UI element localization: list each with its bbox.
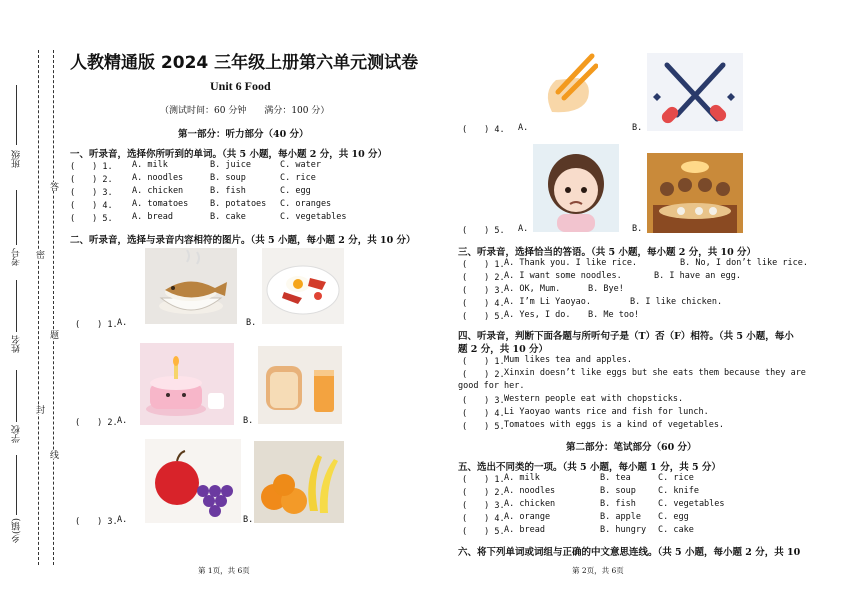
sec3-q5-option-b[interactable]: B. Me too! <box>588 310 640 320</box>
sec3-q1-option-b[interactable]: B. No, I don’t like rice. <box>680 258 808 268</box>
sec3-q5-option-a[interactable]: A. Yes, I do. <box>504 310 571 320</box>
sec1-q4-option-c[interactable]: C. oranges <box>280 199 332 209</box>
page-footer-right: 第 2页，共 6页 <box>572 566 624 575</box>
sec5-q5-option-c[interactable]: C. cake <box>658 525 694 535</box>
binding-town-field[interactable] <box>16 455 17 515</box>
sec1-q1-option-c[interactable]: C. water <box>280 160 321 170</box>
sec1-q3-option-c[interactable]: C. egg <box>280 186 311 196</box>
part2-title: 第二部分：笔试部分（60 分） <box>566 442 697 453</box>
picture-chopsticks[interactable] <box>538 52 598 118</box>
sec5-q2-option-b[interactable]: B. soup <box>600 486 636 496</box>
sec1-q5-option-b[interactable]: B. cake <box>210 212 246 222</box>
sec5-q1-option-a[interactable]: A. milk <box>504 473 540 483</box>
sec5-q5-option-b[interactable]: B. hungry <box>600 525 647 535</box>
sec4-title-line2: 题 2 分，共 10 分） <box>458 344 549 355</box>
sec2-q4-option-b[interactable]: B. <box>632 123 643 133</box>
picture-birthday-cake[interactable] <box>140 343 234 425</box>
sec3-q1-option-a[interactable]: A. Thank you. I like rice. <box>504 258 638 268</box>
sec5-q3-option-b[interactable]: B. fish <box>600 499 636 509</box>
sec2-q1-option-b[interactable]: B. <box>246 318 257 328</box>
sec5-q3-option-a[interactable]: A. chicken <box>504 499 556 509</box>
sec1-q3-option-b[interactable]: B. fish <box>210 186 246 196</box>
sec1-q1-option-a[interactable]: A. milk <box>132 160 168 170</box>
sec1-q3-option-a[interactable]: A. chicken <box>132 186 184 196</box>
binding-school-field[interactable] <box>16 370 17 422</box>
sec1-q4-option-a[interactable]: A. tomatoes <box>132 199 189 209</box>
sec2-q5-option-a[interactable]: A. <box>518 224 529 234</box>
sec3-q4-option-a[interactable]: A. I’m Li Yaoyao. <box>504 297 591 307</box>
picture-oranges-bananas[interactable] <box>254 441 344 523</box>
exam-title: 人教精通版 2024 三年级上册第六单元测试卷 <box>70 53 419 73</box>
sec1-q5-option-a[interactable]: A. bread <box>132 212 173 222</box>
sec3-q3-option-a[interactable]: A. OK, Mum. <box>504 284 561 294</box>
sec5-title: 五、选出不同类的一项。（共 5 小题，每小题 1 分，共 5 分） <box>458 462 721 473</box>
sec1-q2-option-c[interactable]: C. rice <box>280 173 316 183</box>
picture-apple-grapes[interactable] <box>145 439 241 523</box>
sec1-q1-option-b[interactable]: B. juice <box>210 160 251 170</box>
sec5-q4-option-c[interactable]: C. egg <box>658 512 689 522</box>
sec5-q2-option-a[interactable]: A. noodles <box>504 486 556 496</box>
sec5-q1-option-b[interactable]: B. tea <box>600 473 631 483</box>
sec2-q4-option-a[interactable]: A. <box>518 123 529 133</box>
picture-fish-rice[interactable] <box>145 248 237 324</box>
sec2-q2-option-b[interactable]: B. <box>243 416 254 426</box>
page-footer-left: 第 1页，共 6页 <box>198 566 250 575</box>
sec5-q1-option-c[interactable]: C. rice <box>658 473 694 483</box>
binding-marker-da: 答 <box>48 182 58 191</box>
sec1-q4-option-b[interactable]: B. potatoes <box>210 199 267 209</box>
binding-town-label: 乡(镇) <box>12 518 22 544</box>
sec2-q5-option-b[interactable]: B. <box>632 224 643 234</box>
sec3-q2-option-a[interactable]: A. I want some noodles. <box>504 271 622 281</box>
binding-examno-field[interactable] <box>16 190 17 245</box>
binding-marker-feng: 封 <box>34 405 44 414</box>
binding-class-label: 班级 <box>12 150 22 168</box>
sec1-q2-option-a[interactable]: A. noodles <box>132 173 184 183</box>
unit-title: Unit 6 Food <box>210 79 271 93</box>
sec4-title-line1: 四、听录音，判断下面各题与所听句子是（T）否（F）相符。（共 5 小题，每小 <box>458 331 794 342</box>
binding-name-field[interactable] <box>16 280 17 332</box>
sec2-q3-option-a[interactable]: A. <box>117 515 128 525</box>
binding-marker-xian: 线 <box>48 450 58 459</box>
sec3-title: 三、听录音，选择恰当的答语。（共 5 小题，每小题 2 分，共 10 分） <box>458 247 757 258</box>
binding-class-field[interactable] <box>16 85 17 145</box>
binding-margin <box>0 0 62 607</box>
part1-title: 第一部分：听力部分（40 分） <box>178 129 309 140</box>
sec5-q2-option-c[interactable]: C. knife <box>658 486 699 496</box>
sec3-q3-option-b[interactable]: B. Bye! <box>588 284 624 294</box>
sec6-title: 六、将下列单词或词组与正确的中文意思连线。（共 5 小题，每小题 2 分，共 10 <box>458 547 801 558</box>
sec2-q3-option-b[interactable]: B. <box>243 515 254 525</box>
binding-name-label: 姓名 <box>12 335 22 353</box>
sec2-q1-option-a[interactable]: A. <box>117 318 128 328</box>
picture-sad-girl[interactable] <box>533 144 619 232</box>
binding-line-outer <box>38 50 39 565</box>
binding-school-label: 学校 <box>12 425 22 443</box>
exam-time-info: （测试时间：60 分钟 满分：100 分） <box>160 106 330 116</box>
sec5-q3-option-c[interactable]: C. vegetables <box>658 499 725 509</box>
sec3-q4-option-b[interactable]: B. I like chicken. <box>630 297 723 307</box>
picture-egg-bacon[interactable] <box>262 248 344 324</box>
picture-knife-fork[interactable] <box>647 53 743 131</box>
sec3-q2-option-b[interactable]: B. I have an egg. <box>654 271 741 281</box>
binding-marker-mi: 密 <box>34 250 44 259</box>
picture-toast-juice[interactable] <box>258 346 342 424</box>
binding-examno-label: 考号 <box>12 248 22 266</box>
sec5-q4-option-b[interactable]: B. apple <box>600 512 641 522</box>
sec1-q5-option-c[interactable]: C. vegetables <box>280 212 347 222</box>
sec2-q2-option-a[interactable]: A. <box>117 416 128 426</box>
sec1-q2-option-b[interactable]: B. soup <box>210 173 246 183</box>
binding-marker-ti: 题 <box>48 330 58 339</box>
binding-line-inner <box>53 50 54 565</box>
sec2-title: 二、听录音，选择与录音内容相符的图片。（共 5 小题，每小题 2 分，共 10 分） <box>70 235 416 246</box>
sec1-title: 一、听录音，选择你所听到的单词。（共 5 小题，每小题 2 分，共 10 分） <box>70 149 388 160</box>
sec5-q4-option-a[interactable]: A. orange <box>504 512 551 522</box>
picture-family-dinner[interactable] <box>647 153 743 233</box>
sec5-q5-option-a[interactable]: A. bread <box>504 525 545 535</box>
